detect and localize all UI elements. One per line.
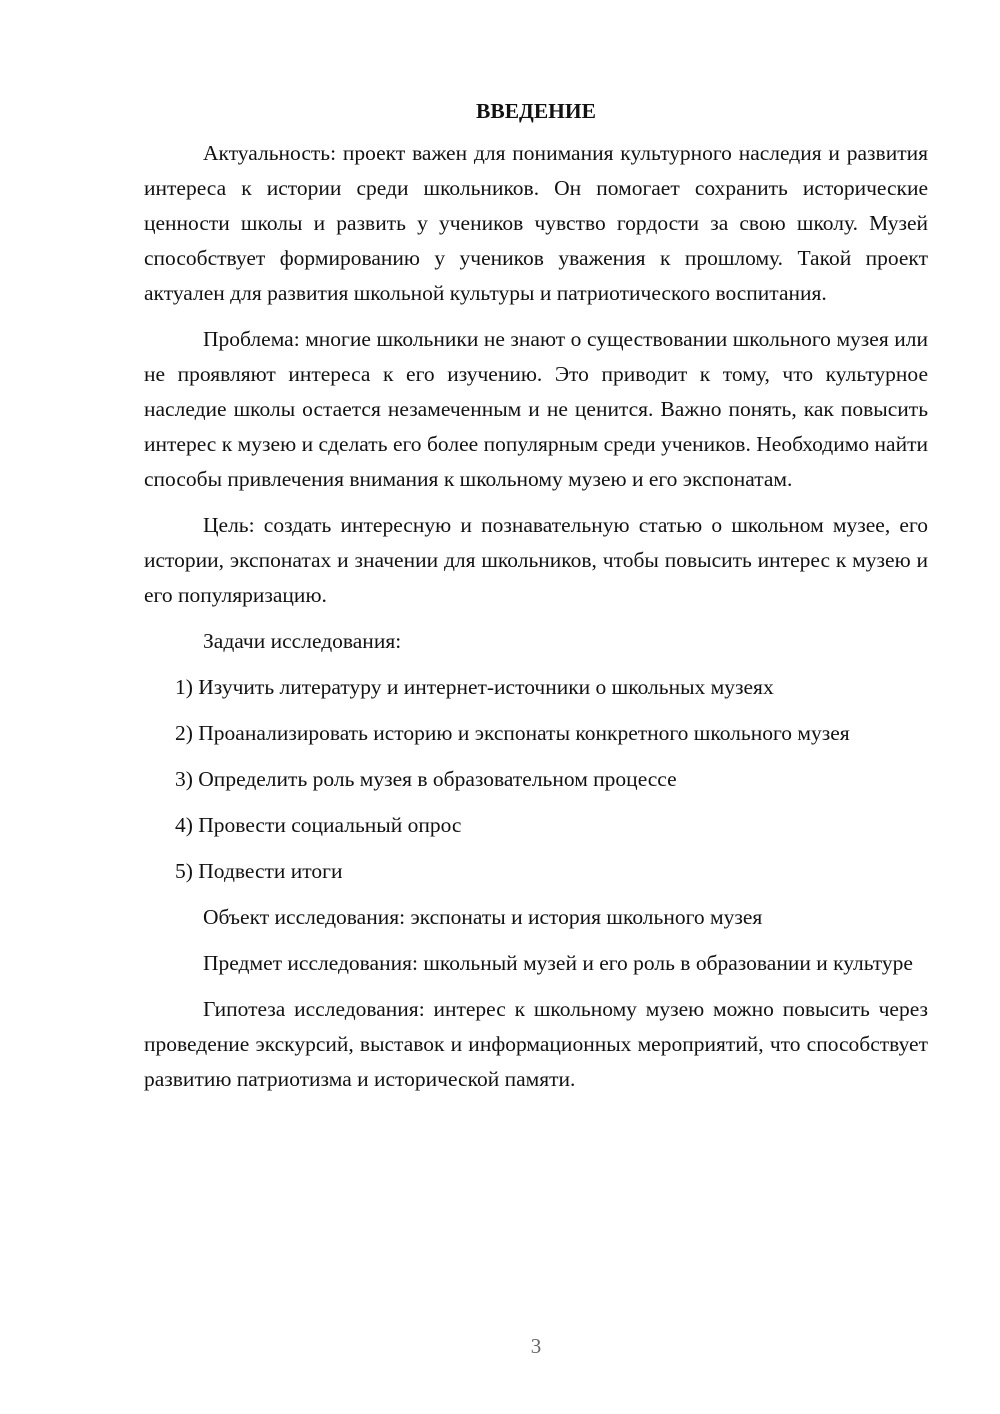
object-paragraph: Объект исследования: экспонаты и история школьного музея [203,905,763,929]
hypothesis-paragraph: Гипотеза исследования: интерес к школьному музею можно повысить через проведение экскурсий, выставок и информационных мероприятий, что способствует развитию патриотизма и исторической памяти. [144,997,928,1091]
task-item-4: 4) Провести социальный опрос [175,813,462,837]
goal-paragraph: Цель: создать интересную и познавательную статью о школьном музее, его истории, экспонатах и значении для школьников, чтобы повысить интерес к музею и его популяризацию. [144,513,928,607]
task-item-5: 5) Подвести итоги [175,859,343,883]
subject-paragraph: Предмет исследования: школьный музей и его роль в образовании и культуре [203,951,913,975]
task-item-1: 1) Изучить литературу и интернет-источники о школьных музеях [175,675,774,699]
task-item-3: 3) Определить роль музея в образовательном процессе [175,767,677,791]
task-item-2: 2) Проанализировать историю и экспонаты конкретного школьного музея [175,721,850,745]
problem-paragraph: Проблема: многие школьники не знают о существовании школьного музея или не проявляют интереса к его изучению. Это приводит к тому, что культурное наследие школы остается незамеченным и не ценится. Важно понять, как повысить интерес к музею и сделать его более популярным среди учеников. Необходимо найти способы привлечения внимания к школьному музею и его экспонатам. [144,327,928,491]
tasks-title: Задачи исследования: [203,629,402,653]
page-number: 3 [530,1334,542,1358]
page-title: ВВЕДЕНИЕ [476,99,596,123]
document-body [144,97,928,1108]
relevance-paragraph: Актуальность: проект важен для понимания культурного наследия и развития интереса к истории среди школьников. Он помогает сохранить исторические ценности школы и развить у учеников чувство гордости за свою школу. Музей способствует формированию у учеников уважения к прошлому. Такой проект актуален для развития школьной культуры и патриотического воспитания. [144,141,928,305]
